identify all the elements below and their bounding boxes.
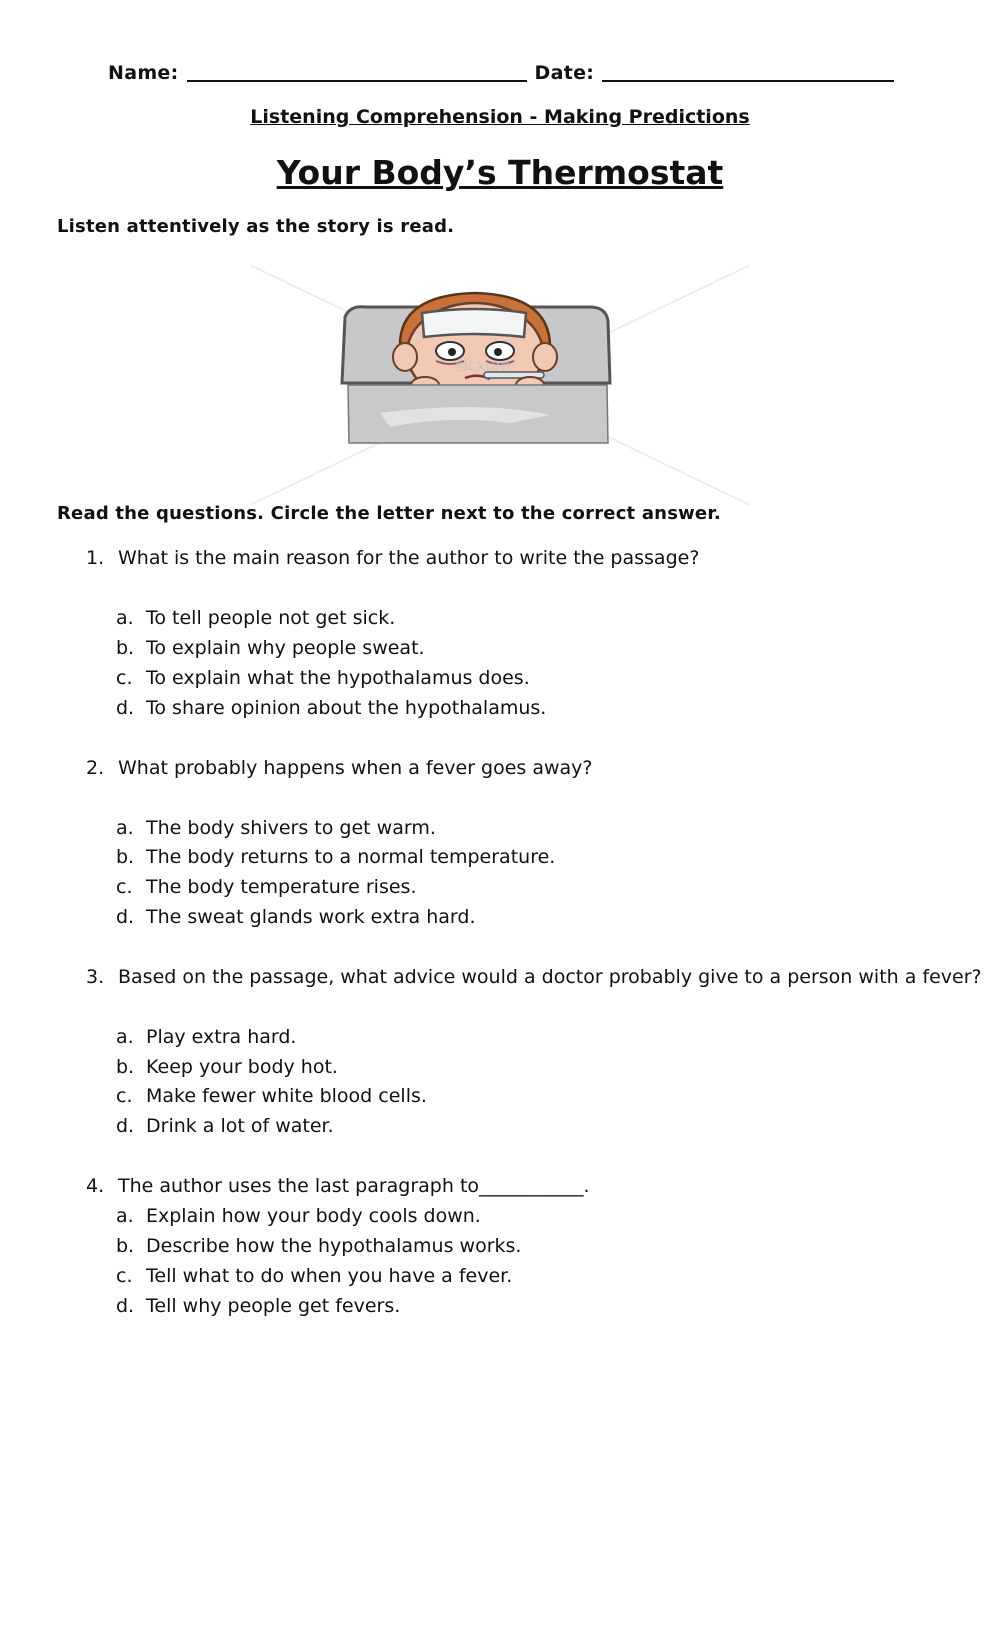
- option-text: Explain how your body cools down.: [146, 1205, 481, 1227]
- option-letter[interactable]: a.: [116, 817, 134, 839]
- option-letter[interactable]: b.: [116, 1056, 135, 1078]
- worksheet-subtitle: Listening Comprehension - Making Predictions: [250, 106, 750, 128]
- question-text: Based on the passage, what advice would a doctor probably give to a person with a fever?: [118, 966, 982, 988]
- option-letter[interactable]: c.: [116, 667, 133, 689]
- option-letter[interactable]: c.: [116, 1085, 133, 1107]
- answer-option[interactable]: [116, 637, 425, 659]
- answer-option[interactable]: [116, 906, 476, 928]
- answer-option[interactable]: [116, 1085, 427, 1107]
- question-text: What is the main reason for the author to write the passage?: [118, 547, 700, 569]
- option-text: Tell what to do when you have a fever.: [146, 1265, 513, 1287]
- option-letter[interactable]: a.: [116, 1026, 134, 1048]
- date-label: Date:: [534, 62, 595, 84]
- option-text: Keep your body hot.: [146, 1056, 338, 1078]
- option-letter[interactable]: d.: [116, 697, 135, 719]
- answer-option[interactable]: [116, 1026, 296, 1048]
- option-text: To tell people not get sick.: [146, 607, 396, 629]
- question-number: 4.: [86, 1175, 105, 1197]
- option-text: Drink a lot of water.: [146, 1115, 334, 1137]
- question-1: [86, 547, 699, 569]
- answer-option[interactable]: [116, 1205, 481, 1227]
- answer-option[interactable]: [116, 876, 417, 898]
- option-text: To explain what the hypothalamus does.: [146, 667, 530, 689]
- answer-option[interactable]: [116, 1235, 521, 1257]
- answer-option[interactable]: [116, 1115, 334, 1137]
- date-blank: [602, 60, 894, 82]
- option-letter[interactable]: d.: [116, 1295, 135, 1317]
- option-letter[interactable]: b.: [116, 846, 135, 868]
- question-text: The author uses the last paragraph to___________.: [118, 1175, 590, 1197]
- question-2: [86, 757, 593, 779]
- option-text: Describe how the hypothalamus works.: [146, 1235, 522, 1257]
- option-text: The sweat glands work extra hard.: [146, 906, 476, 928]
- option-text: The body returns to a normal temperature.: [146, 846, 556, 868]
- questions-instruction: Read the questions. Circle the letter next to the correct answer.: [57, 503, 721, 524]
- worksheet-title: Your Body’s Thermostat: [276, 153, 724, 192]
- option-text: Make fewer white blood cells.: [146, 1085, 427, 1107]
- option-letter[interactable]: c.: [116, 876, 133, 898]
- question-3: [86, 966, 982, 988]
- answer-option[interactable]: [116, 607, 395, 629]
- question-4: [86, 1175, 590, 1197]
- option-letter[interactable]: d.: [116, 1115, 135, 1137]
- option-letter[interactable]: a.: [116, 1205, 134, 1227]
- answer-option[interactable]: [116, 667, 530, 689]
- listen-instruction: Listen attentively as the story is read.: [57, 216, 455, 237]
- question-number: 1.: [86, 547, 105, 569]
- option-text: The body temperature rises.: [146, 876, 417, 898]
- answer-option[interactable]: [116, 1295, 400, 1317]
- answer-option[interactable]: [116, 1056, 338, 1078]
- option-letter[interactable]: a.: [116, 607, 134, 629]
- question-number: 3.: [86, 966, 105, 988]
- option-text: Play extra hard.: [146, 1026, 297, 1048]
- name-label: Name:: [108, 62, 179, 84]
- header-line: [108, 60, 908, 84]
- answer-option[interactable]: [116, 817, 436, 839]
- option-text: The body shivers to get warm.: [146, 817, 436, 839]
- option-letter[interactable]: b.: [116, 1235, 135, 1257]
- option-letter[interactable]: d.: [116, 906, 135, 928]
- option-text: Tell why people get fevers.: [146, 1295, 401, 1317]
- answer-option[interactable]: [116, 697, 546, 719]
- question-text: What probably happens when a fever goes away?: [118, 757, 593, 779]
- option-text: To explain why people sweat.: [146, 637, 425, 659]
- answer-option[interactable]: [116, 846, 555, 868]
- sick-child-illustration: [250, 265, 750, 505]
- name-blank: [187, 60, 527, 82]
- watermark-text: sickum: [455, 356, 512, 375]
- option-letter[interactable]: c.: [116, 1265, 133, 1287]
- option-letter[interactable]: b.: [116, 637, 135, 659]
- answer-option[interactable]: [116, 1265, 512, 1287]
- question-number: 2.: [86, 757, 105, 779]
- option-text: To share opinion about the hypothalamus.: [146, 697, 547, 719]
